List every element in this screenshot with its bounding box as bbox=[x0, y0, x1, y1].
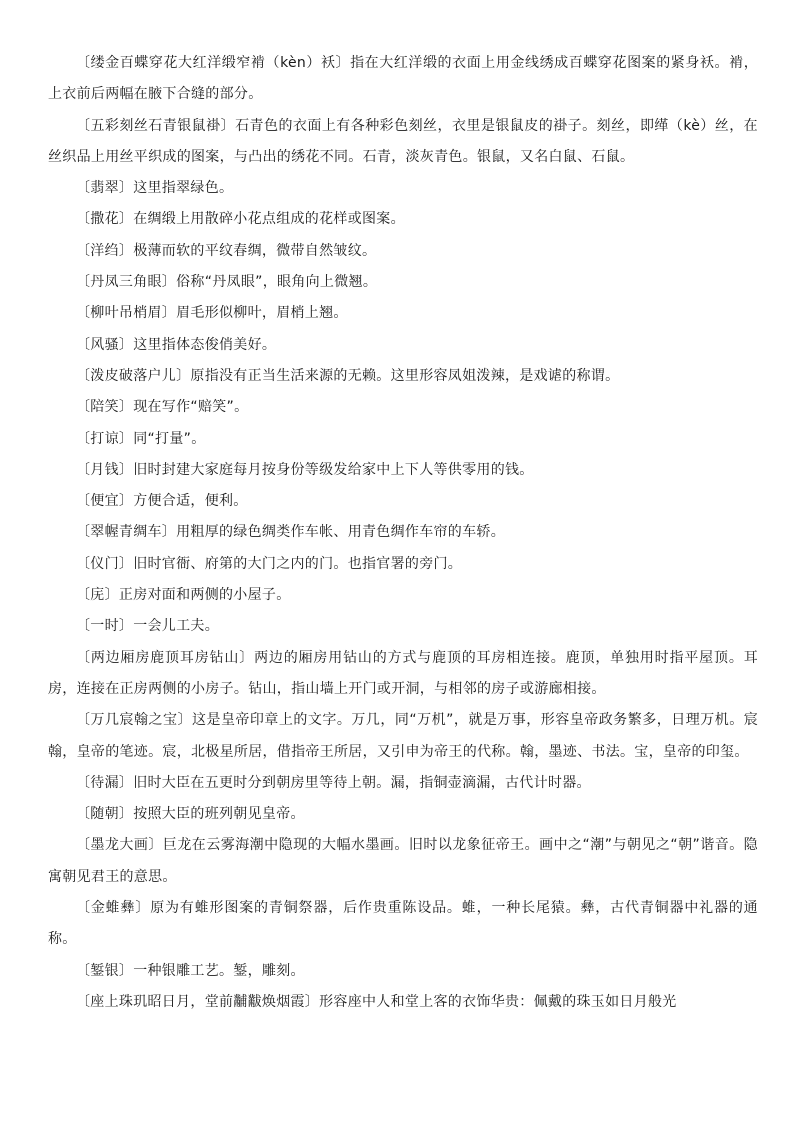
annotation-term: 〔撒花〕 bbox=[76, 211, 134, 228]
annotation-definition: 旧时官衙、府第的大门之内的门。也指官署的旁门。 bbox=[133, 555, 463, 572]
annotation-term: 〔风骚〕 bbox=[76, 336, 134, 353]
annotation-entry bbox=[48, 830, 758, 893]
annotation-entry bbox=[48, 987, 758, 1018]
annotation-term: 〔随朝〕 bbox=[76, 806, 134, 823]
annotation-term: 〔庑〕 bbox=[76, 587, 119, 604]
annotation-entry bbox=[48, 768, 758, 799]
annotation-entry bbox=[48, 48, 758, 111]
annotation-definition: 旧时封建大家庭每月按身份等级发给家中上下人等供零用的钱。 bbox=[133, 461, 534, 478]
annotation-entry bbox=[48, 956, 758, 987]
annotation-entry bbox=[48, 580, 758, 611]
annotation-definition: 按照大臣的班列朝见皇帝。 bbox=[133, 806, 305, 823]
annotation-term: 〔翠幄青绸车〕 bbox=[76, 524, 177, 541]
annotation-list bbox=[48, 48, 758, 1018]
annotation-term: 〔翡翠〕 bbox=[76, 180, 134, 197]
annotation-term: 〔仪门〕 bbox=[76, 555, 134, 572]
annotation-definition: 极薄而软的平纹春绸，微带自然皱纹。 bbox=[133, 242, 377, 259]
annotation-definition: 同“打量”。 bbox=[133, 430, 206, 447]
annotation-definition: 原指没有正当生活来源的无赖。这里形容凤姐泼辣，是戏谑的称谓。 bbox=[190, 367, 620, 384]
annotation-term: 〔陪笑〕 bbox=[76, 399, 134, 416]
annotation-term: 〔缕金百蝶穿花大红洋缎窄褃（kèn）袄〕 bbox=[76, 55, 351, 71]
annotation-definition: 形容座中人和堂上客的衣饰华贵：佩戴的珠玉如日月般光 bbox=[319, 993, 677, 1010]
annotation-term: 〔月钱〕 bbox=[76, 461, 134, 478]
annotation-term: 〔金蜼彝〕 bbox=[76, 900, 151, 917]
annotation-term: 〔打谅〕 bbox=[76, 430, 134, 447]
annotation-entry bbox=[48, 267, 758, 298]
annotation-term: 〔座上珠玑昭日月，堂前黼黻焕烟霞〕 bbox=[76, 993, 320, 1010]
annotation-definition: 一种银雕工艺。錾，雕刻。 bbox=[133, 962, 305, 979]
annotation-entry bbox=[48, 330, 758, 361]
annotation-entry bbox=[48, 236, 758, 267]
annotation-definition: 原为有蜼形图案的青铜祭器，后作贵重陈设品。蜼，一种长尾猿。彝，古代青铜器中礼器的通称。 bbox=[48, 900, 758, 948]
annotation-definition: 这是皇帝印章上的文字。万几，同“万机”，就是万事，形容皇帝政务繁多，日理万机。宸翰，皇帝的笔迹。宸，北极星所居，借指帝王所居，又引申为帝王的代称。翰，墨迹、书法。宝，皇帝的印玺。 bbox=[48, 712, 758, 760]
annotation-definition: 这里指翠绿色。 bbox=[133, 180, 234, 197]
annotation-definition: 眉毛形似柳叶，眉梢上翘。 bbox=[176, 305, 348, 322]
annotation-entry bbox=[48, 611, 758, 642]
annotation-term: 〔两边厢房鹿顶耳房钻山〕 bbox=[76, 649, 255, 666]
annotation-entry bbox=[48, 298, 758, 329]
annotation-term: 〔便宜〕 bbox=[76, 493, 134, 510]
annotation-term: 〔洋绉〕 bbox=[76, 242, 134, 259]
annotation-entry bbox=[48, 486, 758, 517]
annotation-entry bbox=[48, 392, 758, 423]
annotation-definition: 石青色的衣面上有各种彩色刻丝，衣里是银鼠皮的褂子。刻丝，即缂（kè）丝，在丝织品上用丝平织成的图案，与凸出的绣花不同。石青，淡灰青色。银鼠，又名白鼠、石鼠。 bbox=[48, 117, 758, 165]
annotation-definition: 在绸缎上用散碎小花点组成的花样或图案。 bbox=[133, 211, 405, 228]
annotation-definition: 旧时大臣在五更时分到朝房里等待上朝。漏，指铜壶滴漏，古代计时器。 bbox=[133, 774, 591, 791]
annotation-entry bbox=[48, 893, 758, 956]
annotation-term: 〔柳叶吊梢眉〕 bbox=[76, 305, 177, 322]
annotation-entry bbox=[48, 705, 758, 768]
annotation-entry bbox=[48, 643, 758, 706]
annotation-term: 〔泼皮破落户儿〕 bbox=[76, 367, 191, 384]
annotation-definition: 方便合适，便利。 bbox=[133, 493, 248, 510]
annotation-term: 〔一时〕 bbox=[76, 618, 134, 635]
annotation-term: 〔錾银〕 bbox=[76, 962, 134, 979]
annotation-entry bbox=[48, 424, 758, 455]
annotation-definition: 指在大红洋缎的衣面上用金线绣成百蝶穿花图案的紧身袄。褃，上衣前后两幅在腋下合缝的部分。 bbox=[48, 55, 758, 103]
annotation-definition: 用粗厚的绿色绸类作车帐、用青色绸作车帘的车轿。 bbox=[176, 524, 506, 541]
annotation-term: 〔丹凤三角眼〕 bbox=[76, 274, 177, 291]
annotation-definition: 巨龙在云雾海潮中隐现的大幅水墨画。旧时以龙象征帝王。画中之“潮”与朝见之“朝”谐音。隐寓朝见君王的意思。 bbox=[48, 837, 758, 885]
annotation-term: 〔万几宸翰之宝〕 bbox=[76, 712, 192, 729]
annotation-entry bbox=[48, 361, 758, 392]
annotation-definition: 正房对面和两侧的小屋子。 bbox=[118, 587, 291, 604]
annotation-definition: 两边的厢房用钻山的方式与鹿顶的耳房相连接。鹿顶，单独用时指平屋顶。耳房，连接在正房两侧的小房子。钻山，指山墙上开门或开洞，与相邻的房子或游廊相接。 bbox=[48, 649, 758, 697]
annotation-term: 〔墨龙大画〕 bbox=[76, 837, 163, 854]
annotation-definition: 俗称“丹凤眼”，眼角向上微翘。 bbox=[176, 274, 378, 291]
annotation-term: 〔五彩刻丝石青银鼠褂〕 bbox=[76, 117, 236, 134]
annotation-definition: 这里指体态俊俏美好。 bbox=[133, 336, 277, 353]
annotation-definition: 现在写作“赔笑”。 bbox=[133, 399, 249, 416]
annotation-entry bbox=[48, 549, 758, 580]
annotation-definition: 一会儿工夫。 bbox=[133, 618, 220, 635]
annotation-entry bbox=[48, 204, 758, 235]
annotation-entry bbox=[48, 173, 758, 204]
annotation-entry bbox=[48, 799, 758, 830]
annotation-entry bbox=[48, 517, 758, 548]
annotation-entry bbox=[48, 111, 758, 174]
annotation-entry bbox=[48, 455, 758, 486]
annotation-term: 〔待漏〕 bbox=[76, 774, 134, 791]
